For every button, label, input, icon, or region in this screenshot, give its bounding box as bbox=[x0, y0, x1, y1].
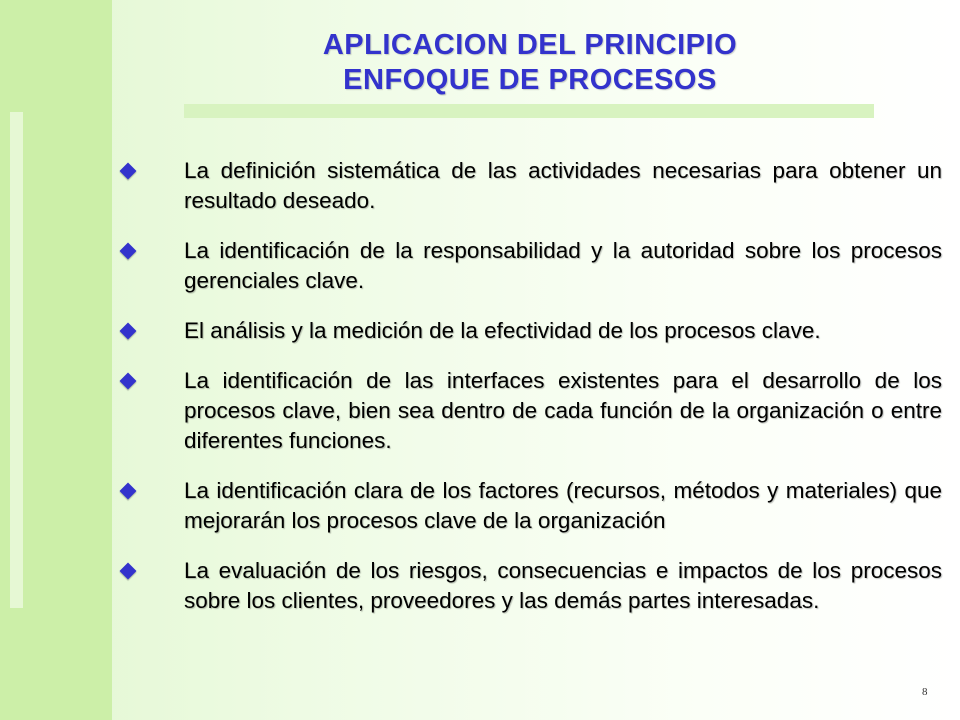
title-line-2: ENFOQUE DE PROCESOS bbox=[343, 64, 717, 96]
diamond-bullet-icon bbox=[120, 323, 137, 340]
diamond-bullet-icon bbox=[120, 163, 137, 180]
left-square-pattern bbox=[6, 112, 28, 608]
slide-title bbox=[190, 28, 870, 98]
bullet-text: La identificación clara de los factores (recursos, métodos y materiales) que mejorarán los procesos clave de la organización bbox=[184, 478, 942, 533]
title-square-divider bbox=[184, 104, 874, 118]
diamond-bullet-icon bbox=[120, 483, 137, 500]
bullet-item bbox=[112, 236, 942, 296]
left-decorative-strip bbox=[0, 0, 112, 720]
bullet-text: El análisis y la medición de la efectividad de los procesos clave. bbox=[184, 318, 821, 343]
bullet-text: La evaluación de los riesgos, consecuencias e impactos de los procesos sobre los clientes, proveedores y las demás partes interesadas. bbox=[184, 558, 942, 613]
diamond-bullet-icon bbox=[120, 373, 137, 390]
bullet-list bbox=[112, 156, 942, 636]
bullet-item bbox=[112, 556, 942, 616]
bullet-text: La identificación de la responsabilidad y la autoridad sobre los procesos gerenciales clave. bbox=[184, 238, 942, 293]
page-number: 8 bbox=[922, 686, 928, 698]
bullet-text: La identificación de las interfaces existentes para el desarrollo de los procesos clave, bien sea dentro de cada función de la organización o entre diferentes funciones. bbox=[184, 368, 942, 453]
bullet-item bbox=[112, 156, 942, 216]
bullet-item bbox=[112, 366, 942, 456]
diamond-bullet-icon bbox=[120, 563, 137, 580]
title-line-1: APLICACION DEL PRINCIPIO bbox=[322, 29, 738, 61]
bullet-item bbox=[112, 316, 942, 346]
bullet-text: La definición sistemática de las actividades necesarias para obtener un resultado deseado. bbox=[184, 158, 942, 213]
bullet-item bbox=[112, 476, 942, 536]
diamond-bullet-icon bbox=[120, 243, 137, 260]
